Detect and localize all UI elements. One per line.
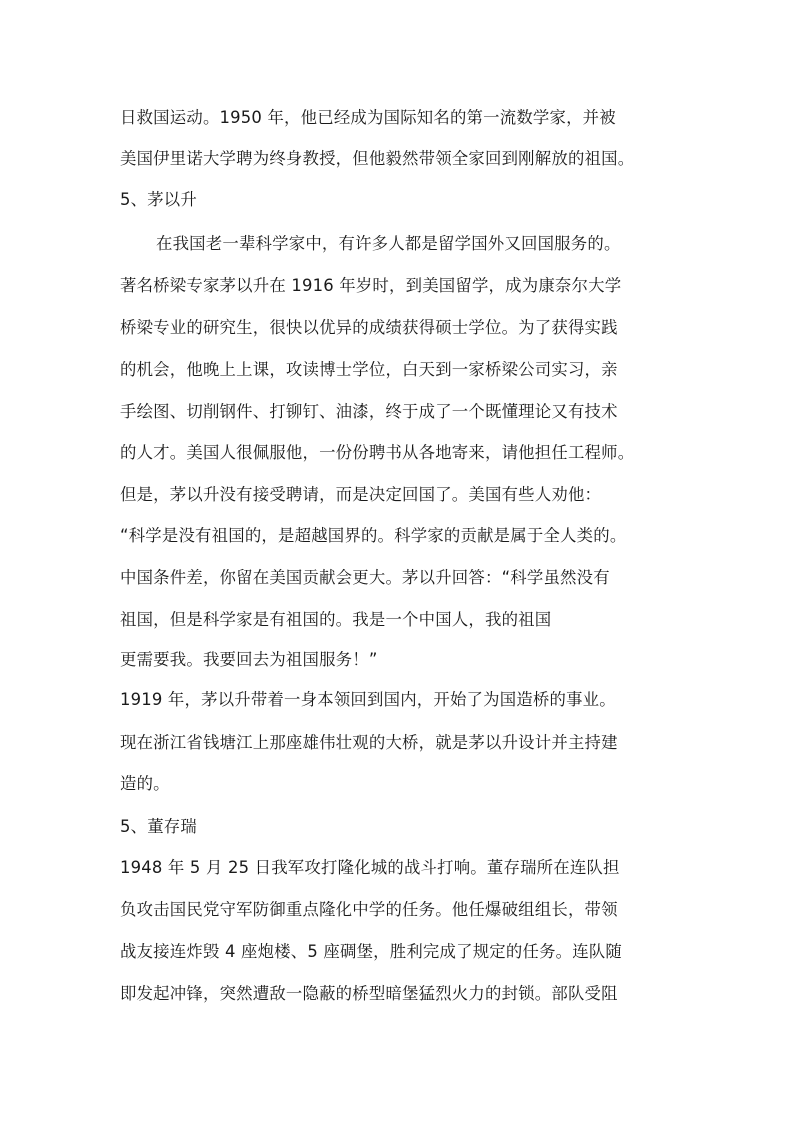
paragraph-line: 1948 年 5 月 25 日我军攻打隆化城的战斗打响。董存瑞所在连队担 xyxy=(120,858,620,877)
paragraph-line: 在我国老一辈科学家中，有许多人都是留学国外又回国服务的。 xyxy=(156,234,621,253)
paragraph-line: 的人才。美国人很佩服他，一份份聘书从各地寄来，请他担任工程师。 xyxy=(120,443,635,462)
paragraph-line: 日救国运动。1950 年，他已经成为国际知名的第一流数学家，并被 xyxy=(120,108,616,127)
paragraph-line: 即发起冲锋，突然遭敌一隐蔽的桥型暗堡猛烈火力的封锁。部队受阻 xyxy=(120,984,618,1003)
paragraph-line: 桥梁专业的研究生，很快以优异的成绩获得硕士学位。为了获得实践 xyxy=(120,318,618,337)
paragraph-line: 负攻击国民党守军防御重点隆化中学的任务。他任爆破组组长，带领 xyxy=(120,900,618,919)
section-heading-mao-yisheng: 5、茅以升 xyxy=(120,190,197,209)
paragraph-line: 战友接连炸毁 4 座炮楼、5 座碉堡，胜利完成了规定的任务。连队随 xyxy=(120,942,623,961)
paragraph-line: 美国伊里诺大学聘为终身教授，但他毅然带领全家回到刚解放的祖国。 xyxy=(120,149,635,168)
paragraph-line: 手绘图、切削钢件、打铆钉、油漆，终于成了一个既懂理论又有技术 xyxy=(120,402,618,421)
paragraph-line: 的机会，他晚上上课，攻读博士学位，白天到一家桥梁公司实习，亲 xyxy=(120,360,618,379)
paragraph-line: 更需要我。我要回去为祖国服务！” xyxy=(120,650,378,669)
paragraph-line: 造的。 xyxy=(120,774,170,793)
paragraph-line: 著名桥梁专家茅以升在 1916 年岁时，到美国留学，成为康奈尔大学 xyxy=(120,276,622,295)
paragraph-line: 但是，茅以升没有接受聘请，而是决定回国了。美国有些人劝他： xyxy=(120,485,602,504)
paragraph-line: 中国条件差，你留在美国贡献会更大。茅以升回答：“科学虽然没有 xyxy=(120,568,610,587)
section-heading-dong-cunrui: 5、董存瑞 xyxy=(120,817,197,836)
paragraph-line: 祖国，但是科学家是有祖国的。我是一个中国人，我的祖国 xyxy=(120,610,552,629)
paragraph-line: 1919 年，茅以升带着一身本领回到国内，开始了为国造桥的事业。 xyxy=(120,690,616,709)
paragraph-line: “科学是没有祖国的，是超越国界的。科学家的贡献是属于全人类的。 xyxy=(120,526,627,545)
paragraph-line: 现在浙江省钱塘江上那座雄伟壮观的大桥，就是茅以升设计并主持建 xyxy=(120,733,618,752)
